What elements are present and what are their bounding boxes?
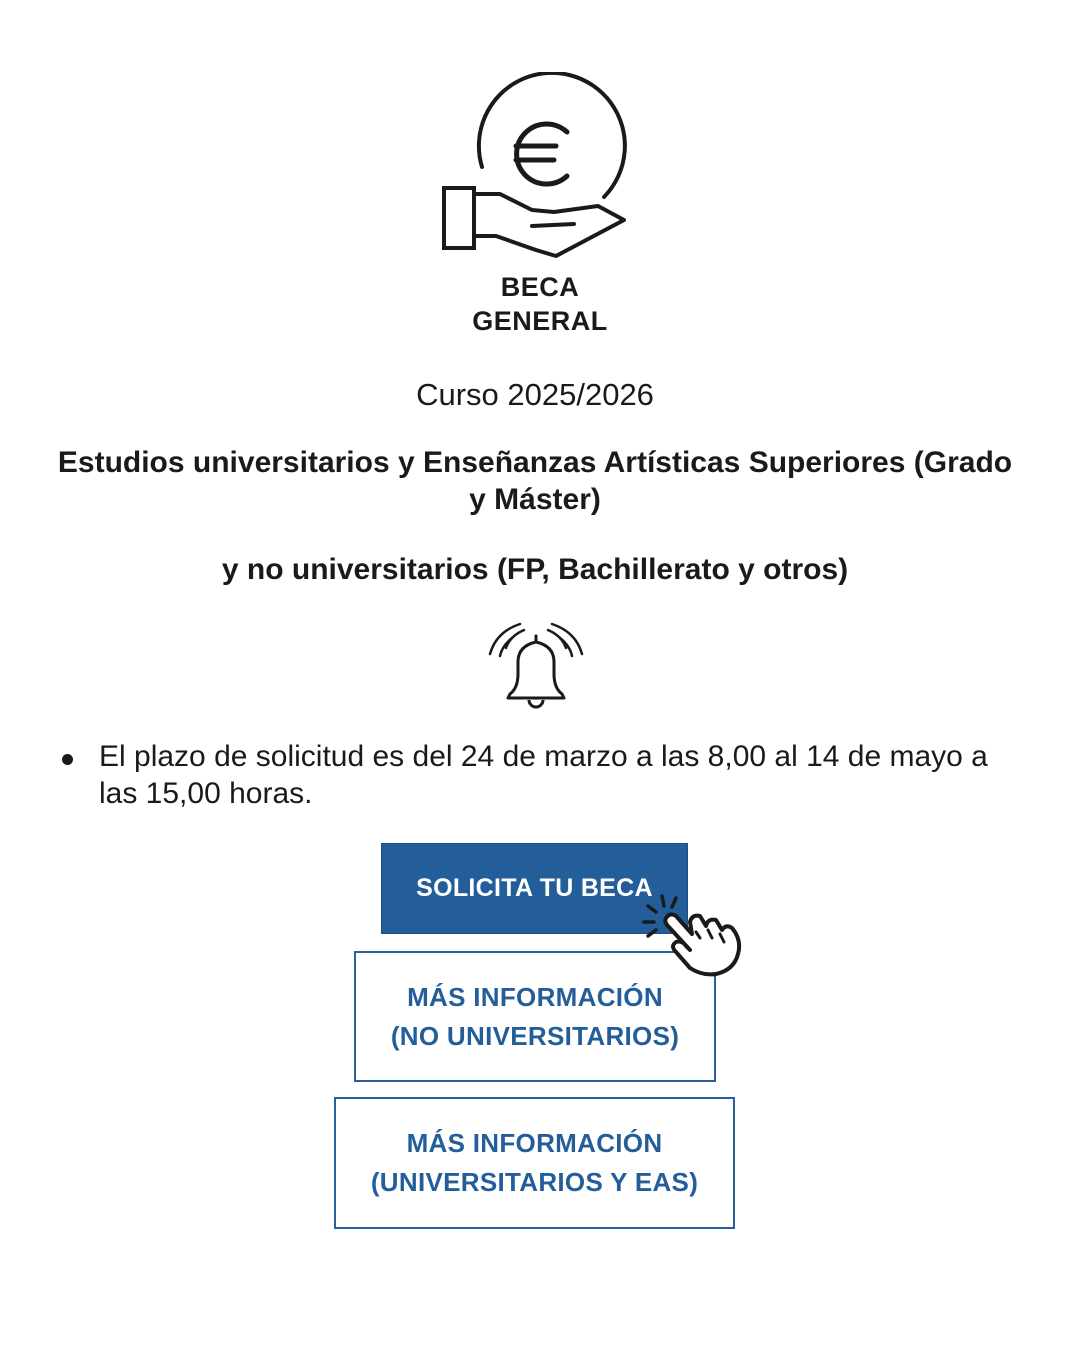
- course-year: Curso 2025/2026: [416, 377, 654, 412]
- more-info-non-university-line1: MÁS INFORMACIÓN: [407, 981, 663, 1012]
- non-university-heading: y no universitarios (FP, Bachillerato y otros): [221, 553, 849, 586]
- more-info-university-line1: MÁS INFORMACIÓN: [406, 1128, 663, 1158]
- scholarship-title-line1: BECA: [500, 272, 580, 302]
- more-info-university-line2: (UNIVERSITARIOS Y EAS): [370, 1167, 699, 1197]
- euro-coin-hand-icon: [436, 72, 636, 262]
- more-info-non-university-button[interactable]: [354, 951, 716, 1082]
- deadline-text: El plazo de solicitud es del 24 de marzo a las 8,00 al 14 de mayo a las 15,00 horas.: [99, 740, 988, 810]
- notice-list: [58, 738, 1018, 812]
- scholarship-title-line2: GENERAL: [472, 306, 608, 336]
- list-item: [58, 738, 1018, 812]
- bell-ringing-icon: [486, 612, 586, 712]
- more-info-non-university-line2: (NO UNIVERSITARIOS): [390, 1020, 680, 1051]
- more-info-university-button[interactable]: [334, 1097, 735, 1229]
- scholarship-title: [0, 270, 1080, 338]
- apply-scholarship-label: SOLICITA TU BECA: [416, 874, 653, 902]
- apply-scholarship-button[interactable]: [381, 843, 688, 934]
- studies-heading: Estudios universitarios y Enseñanzas Artísticas Superiores (Grado y Máster): [57, 446, 1013, 516]
- bullet-icon: [62, 754, 73, 765]
